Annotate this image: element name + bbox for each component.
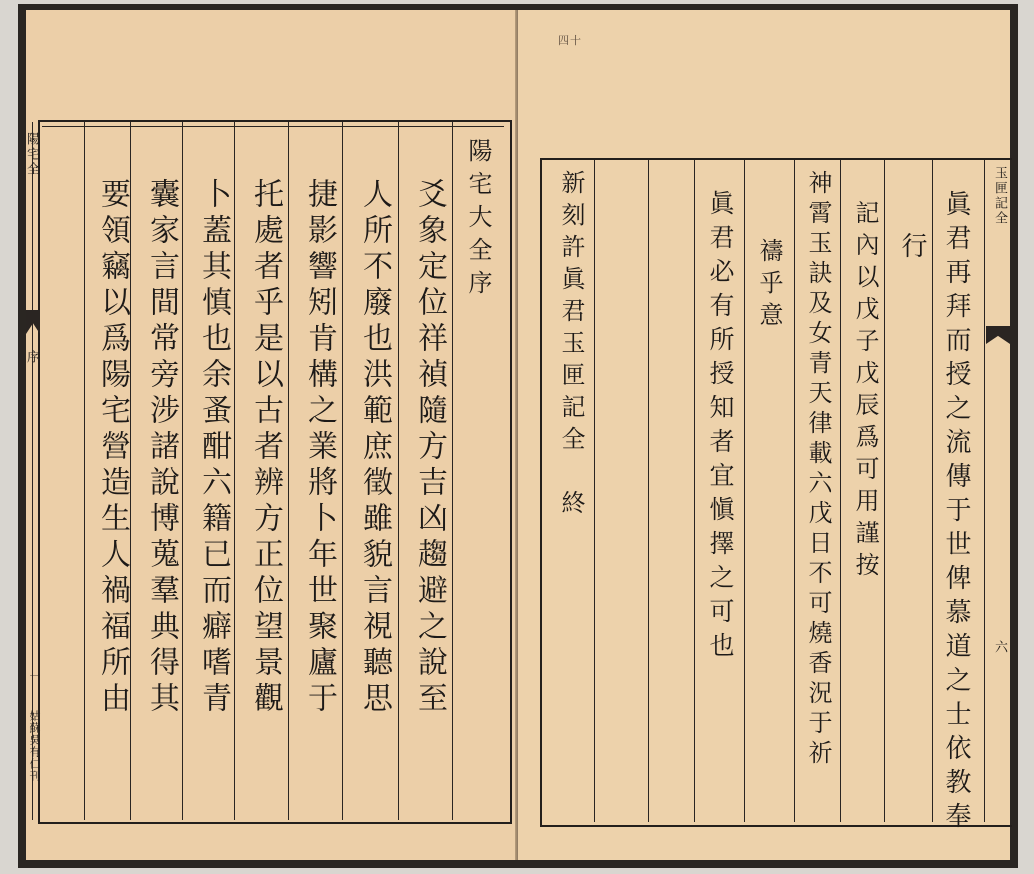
text-column: 行 [897,232,927,264]
open-book [18,4,1018,868]
right-column-rule [744,160,745,822]
left-column-rule [342,122,343,820]
text-column: 眞君必有所授知者宜愼擇之可也 [706,190,735,666]
preface-title: 陽宅大全序 [464,138,492,303]
preface-text-column: 人所不廢也洪範庶徵雖貌言視聽思 [357,178,392,718]
right-column-rule [932,160,933,822]
left-column-rule [84,122,85,820]
right-column-rule [694,160,695,822]
text-column: 神霄玉訣及女青天律載六戊日不可燒香況于祈 [804,170,832,770]
right-column-rule [840,160,841,822]
preface-text-column: 托處者乎是以古者辨方正位望景觀 [248,178,283,718]
right-column-rule [648,160,649,822]
preface-text-column: 卜蓋其慎也余蚤酣六籍已而癖嗜青 [196,178,231,718]
right-margin-page-number: 六 [992,640,1007,655]
left-column-rule [288,122,289,820]
right-column-rule [594,160,595,822]
preface-text-column: 爻象定位祥禎隨方吉凶趨避之說至 [412,178,447,718]
right-page [518,10,1010,860]
right-column-rule [884,160,885,822]
right-margin-title: 玉匣記全 [992,166,1007,226]
colophon-column: 新刻許眞君玉匣記全 終 [557,170,585,522]
preface-text-column: 要領竊以爲陽宅營造生人禍福所由 [95,178,130,718]
right-column-rule [794,160,795,822]
right-column-rule [984,160,985,822]
text-column: 眞君再拜而授之流傳于世俾慕道之士依教奉 [941,190,971,836]
text-column: 記內以戊子戊辰爲可用謹按 [851,200,879,584]
left-column-rule [452,122,453,820]
left-column-rule [398,122,399,820]
left-margin-title: 陽宅全 [24,132,39,177]
preface-text-column: 捷影響矧肯構之業將卜年世聚廬于 [302,178,337,718]
left-margin-section: 序 [24,350,39,365]
left-frame-inner-rule [42,126,504,127]
top-mark: 四十 [558,34,582,47]
left-margin-publisher: 姑蘇吳有仁刊 [28,710,41,782]
left-page [26,10,518,860]
text-column: 禱乎意 [755,238,783,334]
fish-tail-mark [26,310,40,334]
left-margin-page-number: 一 [28,670,41,682]
preface-text-column: 囊家言間常旁涉諸說博蒐羣典得其 [144,178,179,718]
